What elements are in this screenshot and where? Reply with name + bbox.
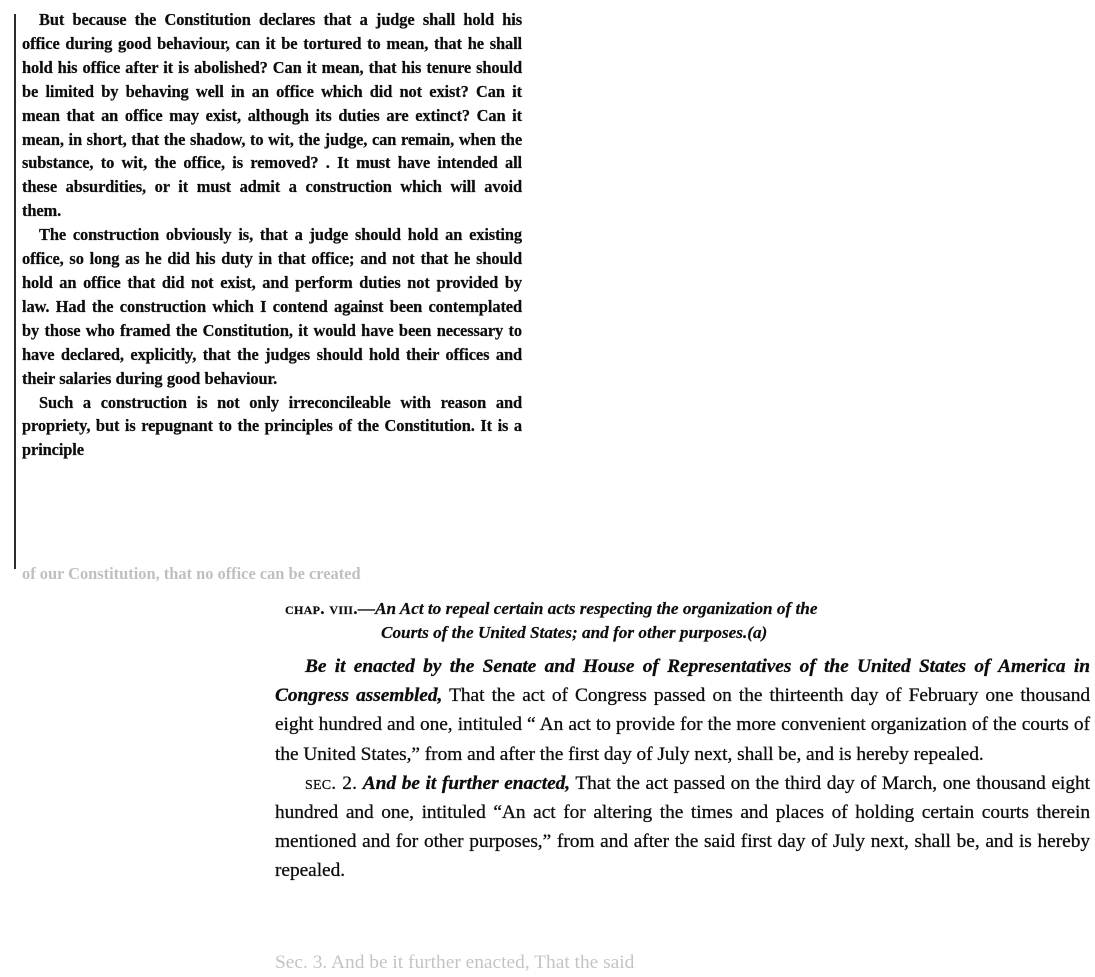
column-one-text-body — [22, 8, 522, 462]
paragraph: The construction obviously is, that a judge should hold an existing office, so long as he did his duty in that office; and not that he should hold an office that did not exist, and perform duties not provided by law. Had the construction which I contend against been contemplated by those who framed the Constitution, it would have been necessary to have declared, explicitly, that the judges should hold their offices and their salaries during good behaviour. — [22, 225, 522, 388]
section-number-label: sec. 2. — [305, 772, 358, 794]
paragraph: Such a construction is not only irreconcileable with reason and propriety, but is repugnant to the principles of the Constitution. It is a principle — [22, 392, 522, 460]
chapter-title-line-2: Courts of the United States; and for other purposes.(a) — [381, 623, 768, 642]
statute-section-1-text: That the act of Congress passed on the thirteenth day of February one thousand eight hundred and one, intituled “ An act to provide for the more convenient organization of the courts of the United States,” from and after the first day of July next, shall be, and is hereby repealed. — [275, 685, 1090, 765]
enacting-clause-italic: Be it enacted by the Senate and House of Representatives of the United States of America in Congress assembled, — [275, 656, 1090, 707]
column-divider-rule — [14, 14, 16, 569]
further-enacting-clause-italic: And be it further enacted, — [362, 772, 571, 794]
newspaper-column-one — [0, 0, 540, 583]
chapter-number-label: chap. viii. — [285, 599, 358, 618]
statute-section-2 — [275, 769, 1090, 886]
clipped-text-line-above-column — [22, 0, 492, 1]
heading-dash: — — [357, 599, 376, 618]
paragraph: But because the Constitution declares that a judge shall hold his office during good behaviour, can it be tortured to mean, that he shall hold his office after it is abolished? Can it mean, that his tenure should be limited by behaving well in an office which did not exist? Can it mean that an office may exist, although its duties are extinct? Can it mean, in short, that the shadow, to wit, the judge, can remain, when the substance, to wit, the office, is removed? . It must have intended all these absurdities, or it must admit a construction which will avoid them. — [22, 10, 522, 221]
chapter-heading — [275, 596, 1090, 645]
statute-section-2-text: That the act passed on the third day of March, one thousand eight hundred and one, intituled “An act for altering the times and places of holding certain courts therein mentioned and for other purposes,” from and after the said first day of July next, shall be, and is hereby repealed. — [275, 772, 1090, 882]
statute-body — [275, 652, 1090, 886]
chapter-title-line-1: An Act to repeal certain acts respecting the organization of the — [375, 599, 818, 618]
statute-act-block — [275, 596, 1090, 973]
statute-section-1 — [275, 652, 1090, 769]
clipped-text-line-below-column: of our Constitution, that no office can be created — [22, 564, 361, 583]
clipped-text-line-page-bottom: Sec. 3. And be it further enacted, That the said — [275, 952, 635, 973]
